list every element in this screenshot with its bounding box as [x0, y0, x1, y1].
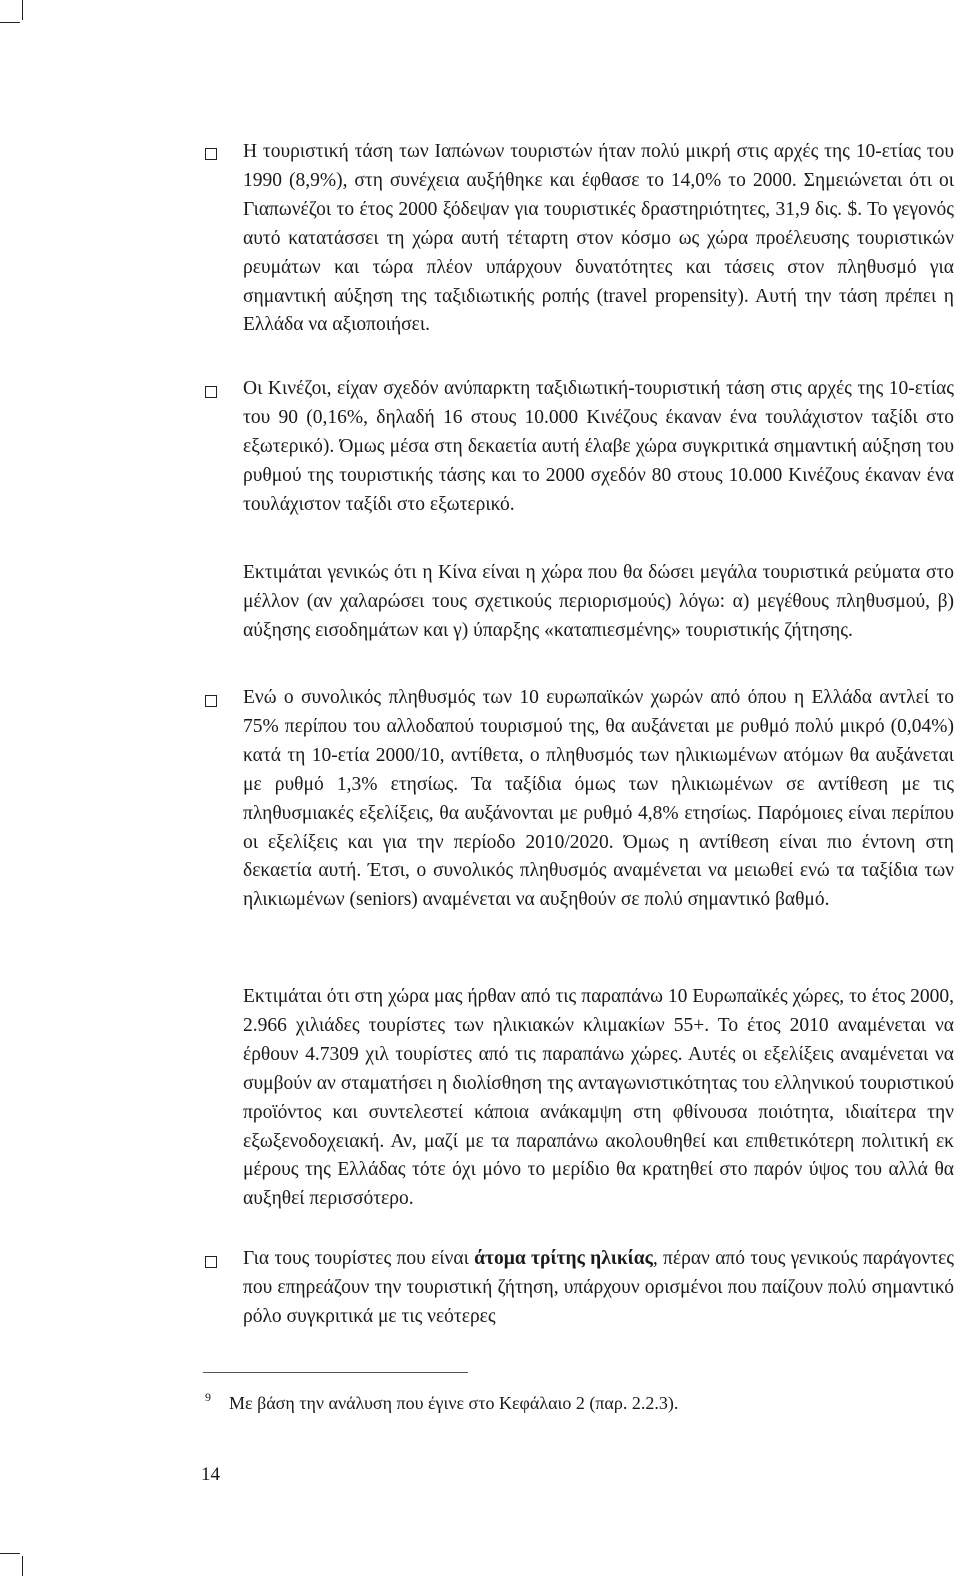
text-segment: Για τους τουρίστες που είναι — [243, 1248, 475, 1269]
paragraph-senior-tourists — [243, 1245, 954, 1332]
checkbox-bullet-icon — [205, 386, 217, 398]
crop-mark-top-horizontal — [0, 22, 20, 23]
footnote-text: Με βάση την ανάλυση που έγινε στο Κεφάλαιο 2 (παρ. 2.2.3). — [229, 1393, 679, 1413]
footnote-number: 9 — [205, 1390, 211, 1404]
paragraph-china: Οι Κινέζοι, είχαν σχεδόν ανύπαρκτη ταξιδιωτική-τουριστική τάση στις αρχές της 10-ετίας του 90 (0,16%, δηλαδή 16 στους 10.000 Κινέζους έκαναν ένα τουλάχιστον ταξίδι στο εξωτερικό). Όμως μέσα στη δεκαετία αυτή έλαβε χώρα συγκριτικά σημαντική αύξηση του ρυθμού της τουριστικής τάσης και το 2000 σχεδόν 80 στους 10.000 Κινέζους έκαναν ένα τουλάχιστον ταξίδι στο εξωτερικό. — [243, 378, 954, 515]
paragraph-china-estimate: Εκτιμάται γενικώς ότι η Κίνα είναι η χώρα που θα δώσει μεγάλα τουριστικά ρεύματα στο μέλλον (αν χαλαρώσει τους σχετικούς περιορισμούς) λόγω: α) μεγέθους πληθυσμού, β) αύξησης εισοδημάτων και γ) ύπαρξης «καταπιεσμένης» τουριστικής ζήτησης. — [243, 562, 954, 641]
page-number: 14 — [201, 1464, 220, 1485]
bold-phrase: άτομα τρίτης ηλικίας — [474, 1248, 653, 1269]
paragraph-greece-estimate: Εκτιμάται ότι στη χώρα μας ήρθαν από τις παραπάνω 10 Ευρωπαϊκές χώρες, το έτος 2000, 2.966 χιλιάδες τουρίστες των ηλικιακών κλιμακίων 55+. Το έτος 2010 αναμένεται να έρθουν 4.7309 χιλ τουρίστες από τις παραπάνω χώρες. Αυτές οι εξελίξεις αναμένεται να συμβούν αν σταματήσει η διολίσθηση της ανταγωνιστικότητας του ελληνικού τουριστικού προϊόντος και συντελεστεί κάποια ανάκαμψη στη φθίνουσα ποιότητα, ιδιαίτερα την εξωξενοδοχειακή. Αν, μαζί με τα παραπάνω ακολουθηθεί και επιθετικότερη πολιτική εκ μέρους της Ελλάδας τότε όχι μόνο το μερίδιο θα κρατηθεί στο παρόν ύψος του αλλά θα αυξηθεί περισσότερο. — [243, 986, 954, 1210]
crop-mark-bottom-vertical — [22, 1556, 23, 1576]
checkbox-bullet-icon — [205, 1256, 217, 1268]
text-segment: , πέραν από τους γενικούς παράγοντες που επηρεάζουν την τουριστική ζήτηση, υπάρχουν ορισμένοι που παίζουν πολύ σημαντικό ρόλο συγκριτικά με τις νεότερες — [243, 1248, 954, 1327]
paragraph-japan: Η τουριστική τάση των Ιαπώνων τουριστών ήταν πολύ μικρή στις αρχές της 10-ετίας του 1990 (8,9%), στη συνέχεια αυξήθηκε και έφθασε το 14,0% το 2000. Σημειώνεται ότι οι Γιαπωνέζοι το έτος 2000 ξόδεψαν για τουριστικές δραστηριότητες, 31,9 δις. $. Το γεγονός αυτό κατατάσσει τη χώρα αυτή τέταρτη στον κόσμο ως χώρα προέλευσης τουριστικών ρευμάτων και τώρα πλέον υπάρχουν δυνατότητες και τάσεις στον πληθυσμό για σημαντική αύξηση της ταξιδιωτικής ροπής (travel propensity). Αυτή την τάση πρέπει η Ελλάδα να αξιοποιήσει. — [243, 141, 954, 336]
footnote-divider — [203, 1372, 468, 1373]
paragraph-europe-population: Ενώ ο συνολικός πληθυσμός των 10 ευρωπαϊκών χωρών από όπου η Ελλάδα αντλεί το 75% περίπου του αλλοδαπού τουρισμού της, θα αυξάνεται με ρυθμό πολύ μικρό (0,04%) κατά τη 10-ετία 2000/10, αντίθετα, ο πληθυσμός των ηλικιωμένων ατόμων θα αυξάνεται με ρυθμό 1,3% ετησίως. Τα ταξίδια όμως των ηλικιωμένων σε αντίθεση με τις πληθυσμιακές εξελίξεις, θα αυξάνονται με ρυθμό 4,8% ετησίως. Παρόμοιες είναι περίπου οι εξελίξεις και για την περίοδο 2010/2020. Όμως η αντίθεση είναι πιο έντονη στη δεκαετία αυτή. Έτσι, ο συνολικός πληθυσμός αναμένεται να μειωθεί ενώ τα ταξίδια των ηλικιωμένων (seniors) αναμένεται να αυξηθούν σε πολύ σημαντικό βαθμό. — [243, 687, 954, 911]
crop-mark-top-vertical — [22, 0, 23, 20]
checkbox-bullet-icon — [205, 695, 217, 707]
checkbox-bullet-icon — [205, 148, 217, 160]
crop-mark-bottom-horizontal — [0, 1553, 20, 1554]
